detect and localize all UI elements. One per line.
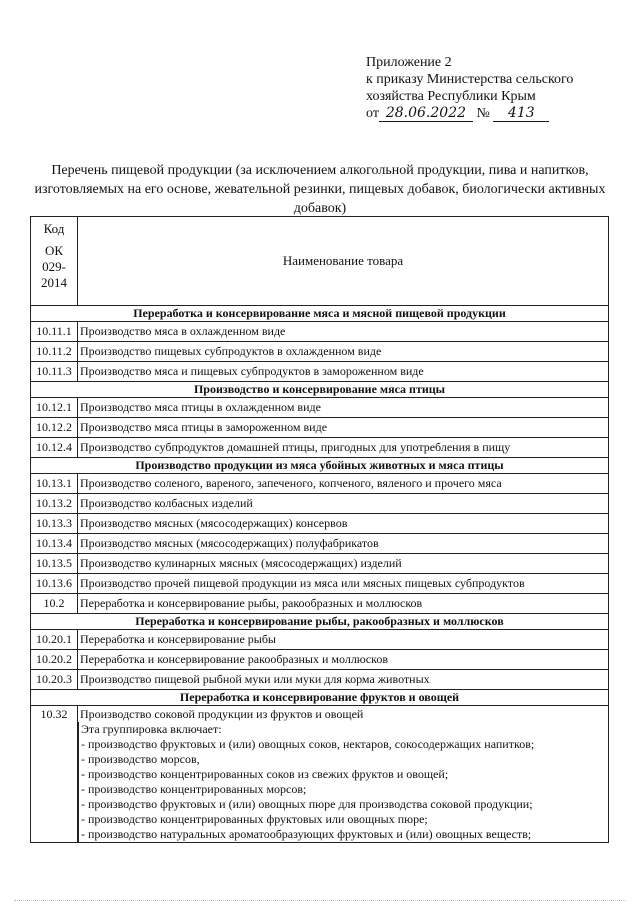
row-code: 10.12.1 <box>31 398 78 418</box>
table-row <box>31 574 609 594</box>
section-title: Производство и консервирование мяса птицы <box>31 382 609 398</box>
table-row-fruit-juice <box>31 706 609 843</box>
table-row <box>31 534 609 554</box>
row-code: 10.12.4 <box>31 438 78 458</box>
table-row <box>31 494 609 514</box>
row-name-multiline <box>78 706 609 843</box>
row-code: 10.13.6 <box>31 574 78 594</box>
row-code: 10.13.3 <box>31 514 78 534</box>
page-bottom-edge <box>14 900 626 901</box>
appendix-number: 413 <box>493 106 549 122</box>
table-row <box>31 650 609 670</box>
row-name: Производство кулинарных мясных (мясосодержащих) изделий <box>78 554 609 574</box>
row-name-line: - производство концентрированных морсов; <box>78 782 606 797</box>
row-name-line: - производство концентрированных фруктовых или овощных пюре; <box>78 812 606 827</box>
row-name: Производство мяса в охлажденном виде <box>78 322 609 342</box>
table-row <box>31 362 609 382</box>
appendix-order-line: к приказу Министерства сельского <box>366 72 574 87</box>
row-name: Производство пищевых субпродуктов в охлажденном виде <box>78 342 609 362</box>
row-name: Производство субпродуктов домашней птицы, пригодных для употребления в пищу <box>78 438 609 458</box>
row-code: 10.13.1 <box>31 474 78 494</box>
table-row <box>31 670 609 690</box>
table-row <box>31 594 609 614</box>
table-row <box>31 322 609 342</box>
row-name: Производство пищевой рыбной муки или муки для корма животных <box>78 670 609 690</box>
row-name-line: - производство натуральных ароматообразующих фруктовых и (или) овощных веществ; <box>78 827 606 842</box>
table-row <box>31 418 609 438</box>
row-name: Переработка и консервирование рыбы, ракообразных и моллюсков <box>78 594 609 614</box>
row-code: 10.20.2 <box>31 650 78 670</box>
section-header-row <box>31 306 609 322</box>
product-table-body <box>31 217 609 843</box>
header-code-line: ОК <box>44 243 64 258</box>
section-title: Переработка и консервирование фруктов и овощей <box>31 690 609 706</box>
header-code-line: Код <box>43 221 65 236</box>
table-row <box>31 342 609 362</box>
row-name: Производство мясных (мясосодержащих) полуфабрикатов <box>78 534 609 554</box>
appendix-date-line <box>366 105 626 122</box>
row-code: 10.12.2 <box>31 418 78 438</box>
row-name: Производство колбасных изделий <box>78 494 609 514</box>
row-code: 10.11.3 <box>31 362 78 382</box>
row-name: Производство мяса птицы в замороженном виде <box>78 418 609 438</box>
row-name-line: - производство фруктовых и (или) овощных пюре для производства соковой продукции; <box>78 797 606 812</box>
row-name: Переработка и консервирование рыбы <box>78 630 609 650</box>
product-table <box>30 216 609 843</box>
header-code-line: 029- <box>42 259 66 274</box>
table-row <box>31 554 609 574</box>
row-name-line: Эта группировка включает: <box>78 722 606 737</box>
row-code: 10.13.2 <box>31 494 78 514</box>
table-row <box>31 514 609 534</box>
document-title: Перечень пищевой продукции (за исключением алкогольной продукции, пива и напитков, изготовляемых на его основе, жевательной резинки, пищевых добавок, биологически активных добавок) <box>34 163 606 216</box>
row-name: Производство мяса птицы в охлажденном виде <box>78 398 609 418</box>
section-header-row <box>31 614 609 630</box>
header-name-cell: Наименование товара <box>78 217 609 306</box>
row-code: 10.11.2 <box>31 342 78 362</box>
section-title: Производство продукции из мяса убойных животных и мяса птицы <box>31 458 609 474</box>
row-name: Производство мяса и пищевых субпродуктов в замороженном виде <box>78 362 609 382</box>
appendix-ministry-line: хозяйства Республики Крым <box>366 89 536 104</box>
row-code: 10.32 <box>31 706 78 843</box>
header-code-cell <box>31 217 78 306</box>
row-code: 10.13.5 <box>31 554 78 574</box>
row-code: 10.11.1 <box>31 322 78 342</box>
section-header-row <box>31 458 609 474</box>
appendix-block <box>366 54 626 122</box>
table-row <box>31 438 609 458</box>
row-name-line: - производство морсов, <box>78 752 606 767</box>
appendix-from-label: от <box>366 106 379 121</box>
row-name: Переработка и консервирование ракообразных и моллюсков <box>78 650 609 670</box>
header-code-line: 2014 <box>41 275 67 290</box>
table-header-row <box>31 217 609 306</box>
row-name-line: Производство соковой продукции из фруктов и овощей <box>80 707 364 721</box>
appendix-title: Приложение 2 <box>366 55 452 70</box>
row-name: Производство соленого, вареного, запеченого, копченого, вяленого и прочего мяса <box>78 474 609 494</box>
appendix-number-label: № <box>476 106 490 121</box>
row-code: 10.2 <box>31 594 78 614</box>
row-name: Производство мясных (мясосодержащих) консервов <box>78 514 609 534</box>
row-code: 10.20.3 <box>31 670 78 690</box>
section-header-row <box>31 382 609 398</box>
appendix-date: 28.06.2022 <box>379 106 473 122</box>
section-header-row <box>31 690 609 706</box>
table-row <box>31 398 609 418</box>
table-row <box>31 630 609 650</box>
row-code: 10.20.1 <box>31 630 78 650</box>
row-name: Производство прочей пищевой продукции из мяса или мясных пищевых субпродуктов <box>78 574 609 594</box>
section-title: Переработка и консервирование мяса и мясной пищевой продукции <box>31 306 609 322</box>
row-code: 10.13.4 <box>31 534 78 554</box>
table-row <box>31 474 609 494</box>
section-title: Переработка и консервирование рыбы, ракообразных и моллюсков <box>31 614 609 630</box>
row-name-line: - производство концентрированных соков из свежих фруктов и овощей; <box>78 767 606 782</box>
row-name-line: - производство фруктовых и (или) овощных соков, нектаров, сокосодержащих напитков; <box>78 737 606 752</box>
